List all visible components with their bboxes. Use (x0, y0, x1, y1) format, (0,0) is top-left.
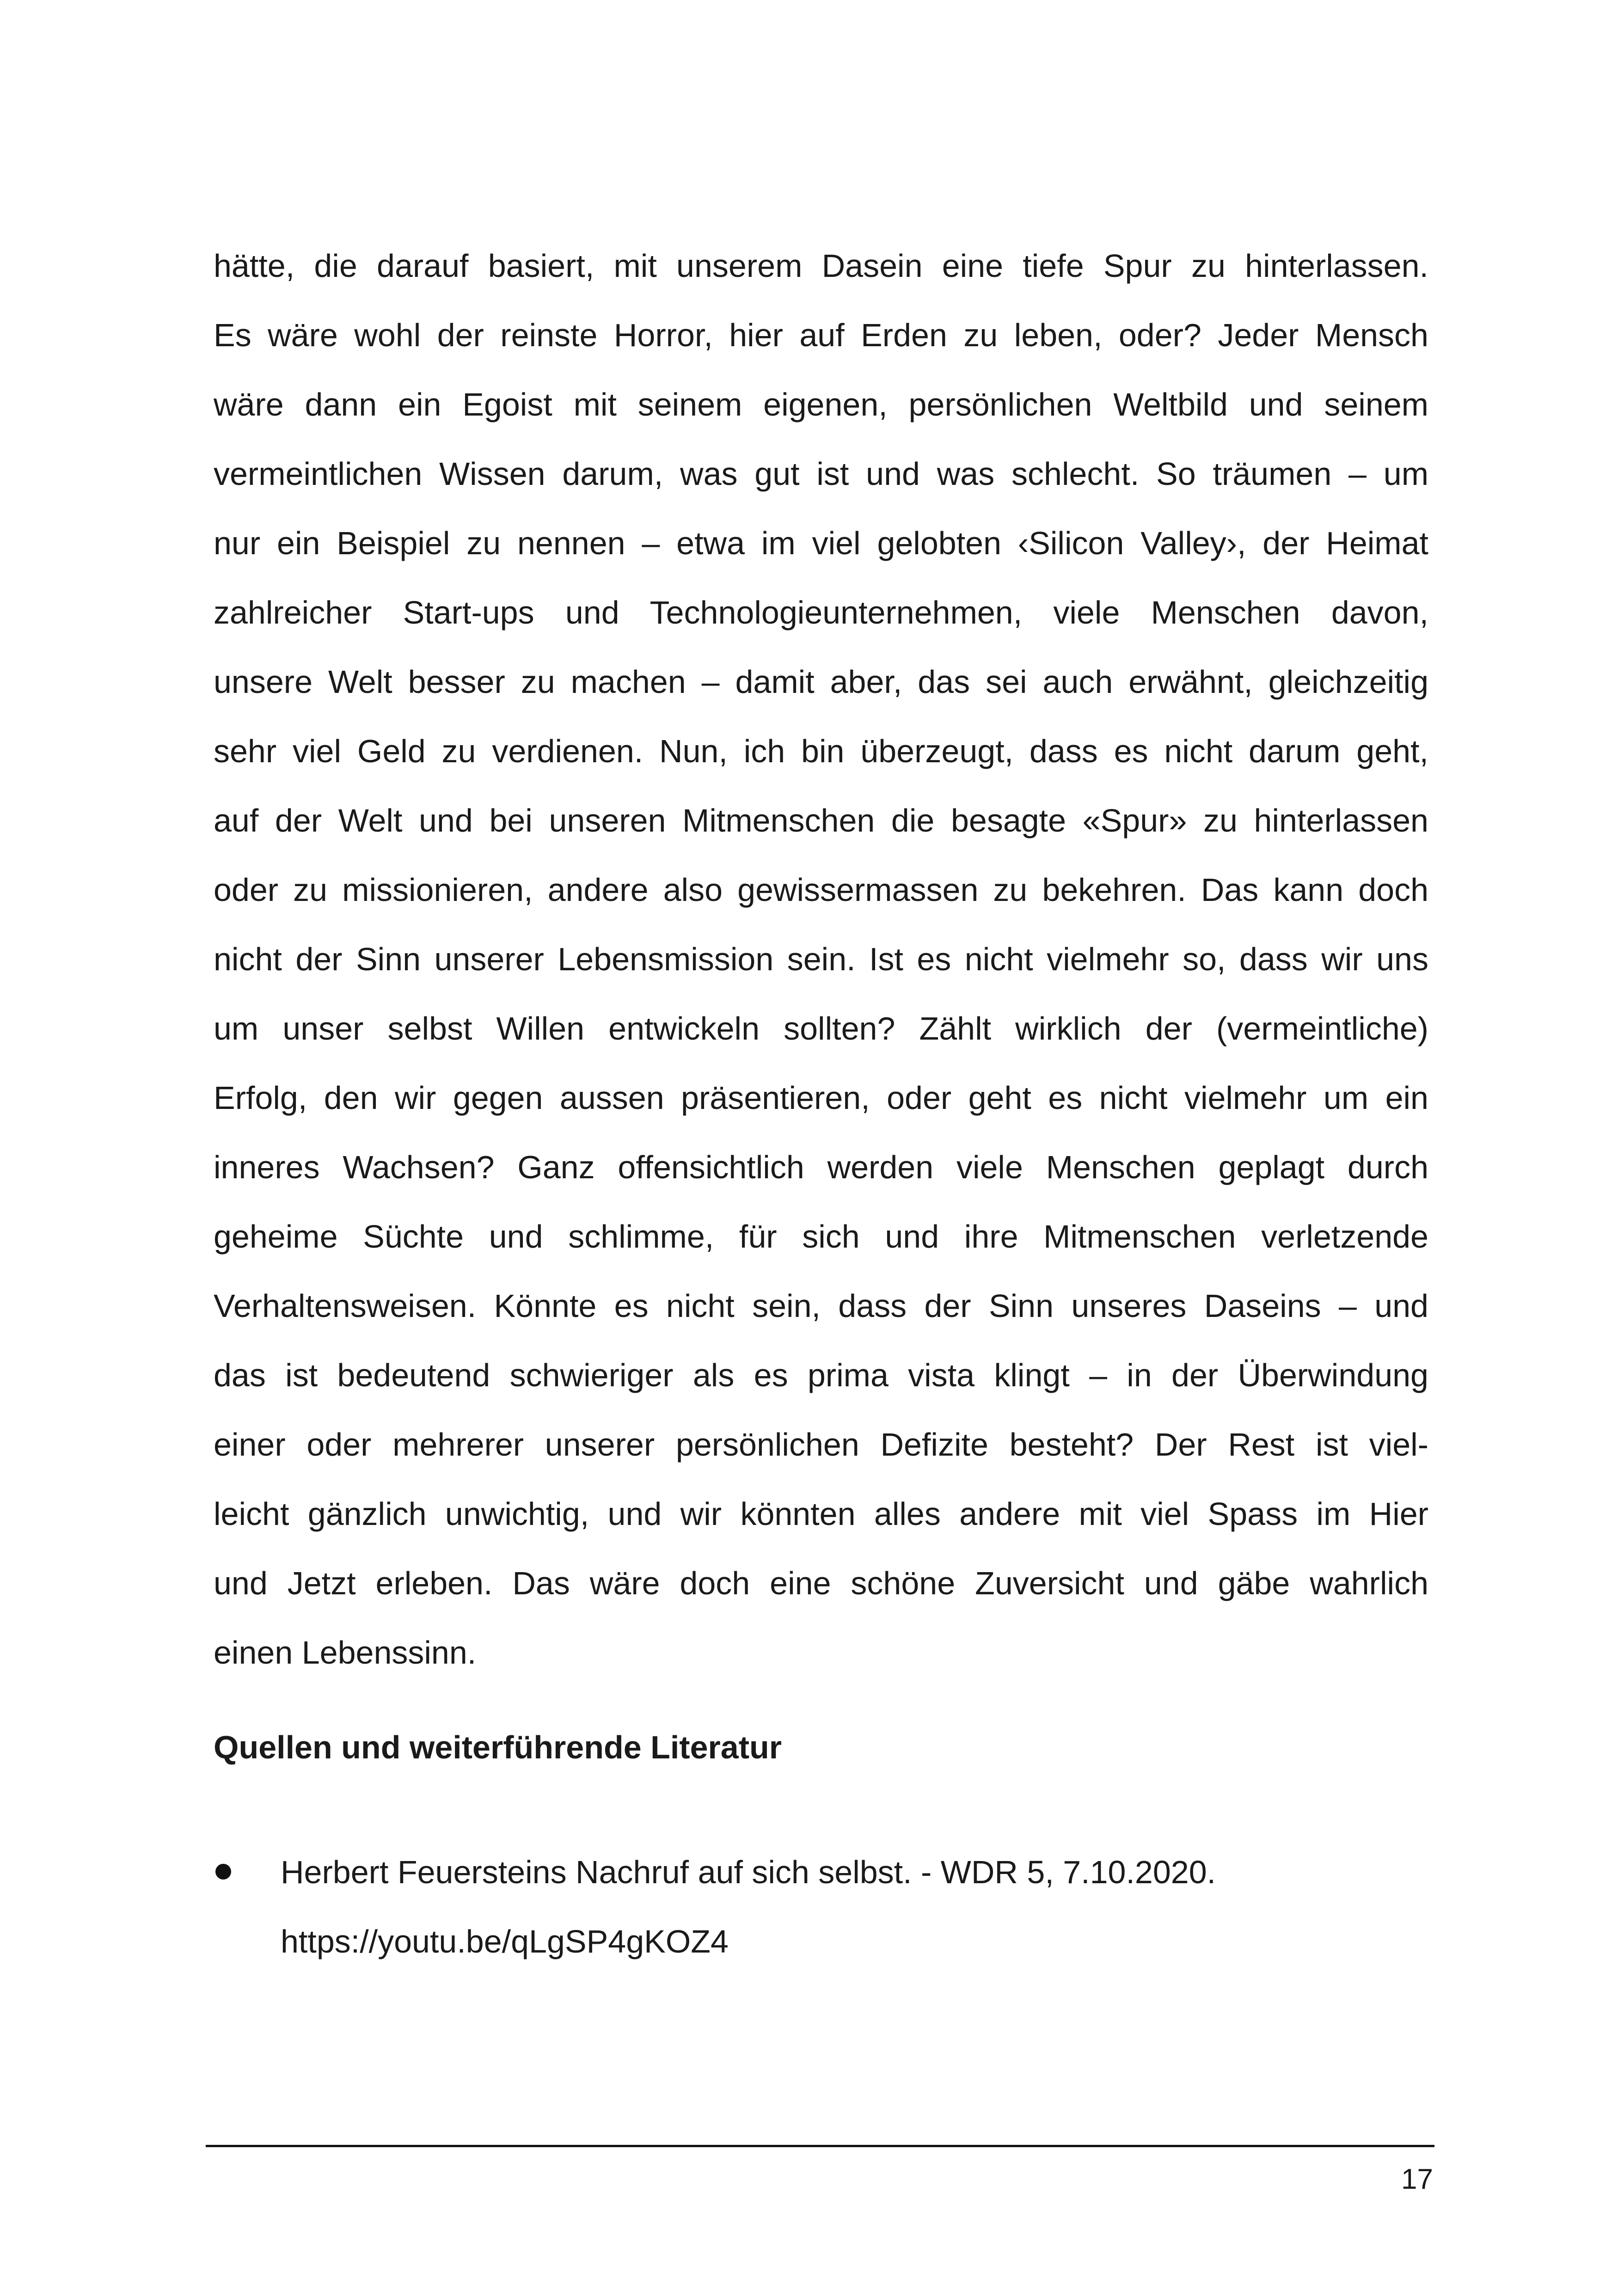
page-number: 17 (1401, 2163, 1433, 2195)
body-line: Erfolg, den wir gegen aussen präsentieren, oder geht es nicht vielmehr um ein (214, 1080, 1428, 1116)
list-item (214, 1837, 1428, 1976)
body-line: einen Lebenssinn. (214, 1635, 477, 1671)
body-line: um unser selbst Willen entwickeln sollten? Zählt wirklich der (vermeintliche) (214, 1010, 1428, 1047)
source-citation: Herbert Feuersteins Nachruf auf sich selbst. - WDR 5, 7.10.2020. (281, 1854, 1216, 1890)
body-line: zahlreicher Start-ups und Technologieunternehmen, viele Menschen davon, (214, 594, 1428, 631)
sources-list (214, 1837, 1428, 1976)
footer-divider (206, 2145, 1434, 2147)
source-link[interactable]: https://youtu.be/qLgSP4gKOZ4 (281, 1923, 729, 1959)
body-line: Es wäre wohl der reinste Horror, hier auf Erden zu leben, oder? Jeder Mensch (214, 317, 1428, 353)
body-line: inneres Wachsen? Ganz offensichtlich werden viele Menschen geplagt durch (214, 1149, 1428, 1185)
bullet-icon (214, 1837, 232, 1907)
body-line: nur ein Beispiel zu nennen – etwa im viel gelobten ‹Silicon Valley›, der Heimat (214, 525, 1428, 561)
body-line: das ist bedeutend schwieriger als es prima vista klingt – in der Überwindung (214, 1357, 1428, 1393)
body-line: geheime Süchte und schlimme, für sich und ihre Mitmenschen verletzende (214, 1218, 1428, 1255)
sources-heading: Quellen und weiterführende Literatur (214, 1729, 782, 1765)
body-line: sehr viel Geld zu verdienen. Nun, ich bin überzeugt, dass es nicht darum geht, (214, 733, 1428, 769)
body-line: oder zu missionieren, andere also gewissermassen zu bekehren. Das kann doch (214, 872, 1428, 908)
body-line: unsere Welt besser zu machen – damit aber, das sei auch erwähnt, gleichzeitig (214, 664, 1428, 700)
body-paragraph (214, 231, 1428, 1687)
body-line: auf der Welt und bei unseren Mitmenschen die besagte «Spur» zu hinterlassen (214, 802, 1428, 839)
body-line: einer oder mehrerer unserer persönlichen Defizite besteht? Der Rest ist viel- (214, 1427, 1428, 1463)
body-line: nicht der Sinn unserer Lebensmission sein. Ist es nicht vielmehr so, dass wir uns (214, 941, 1428, 977)
body-line: wäre dann ein Egoist mit seinem eigenen, persönlichen Weltbild und seinem (214, 386, 1428, 422)
body-line: und Jetzt erleben. Das wäre doch eine schöne Zuversicht und gäbe wahrlich (214, 1565, 1428, 1601)
body-line: vermeintlichen Wissen darum, was gut ist und was schlecht. So träumen – um (214, 456, 1428, 492)
body-line: hätte, die darauf basiert, mit unserem Dasein eine tiefe Spur zu hinterlassen. (214, 248, 1428, 284)
body-line: Verhaltensweisen. Könnte es nicht sein, dass der Sinn unseres Daseins – und (214, 1288, 1428, 1324)
body-line: leicht gänzlich unwichtig, und wir könnten alles andere mit viel Spass im Hier (214, 1496, 1428, 1532)
